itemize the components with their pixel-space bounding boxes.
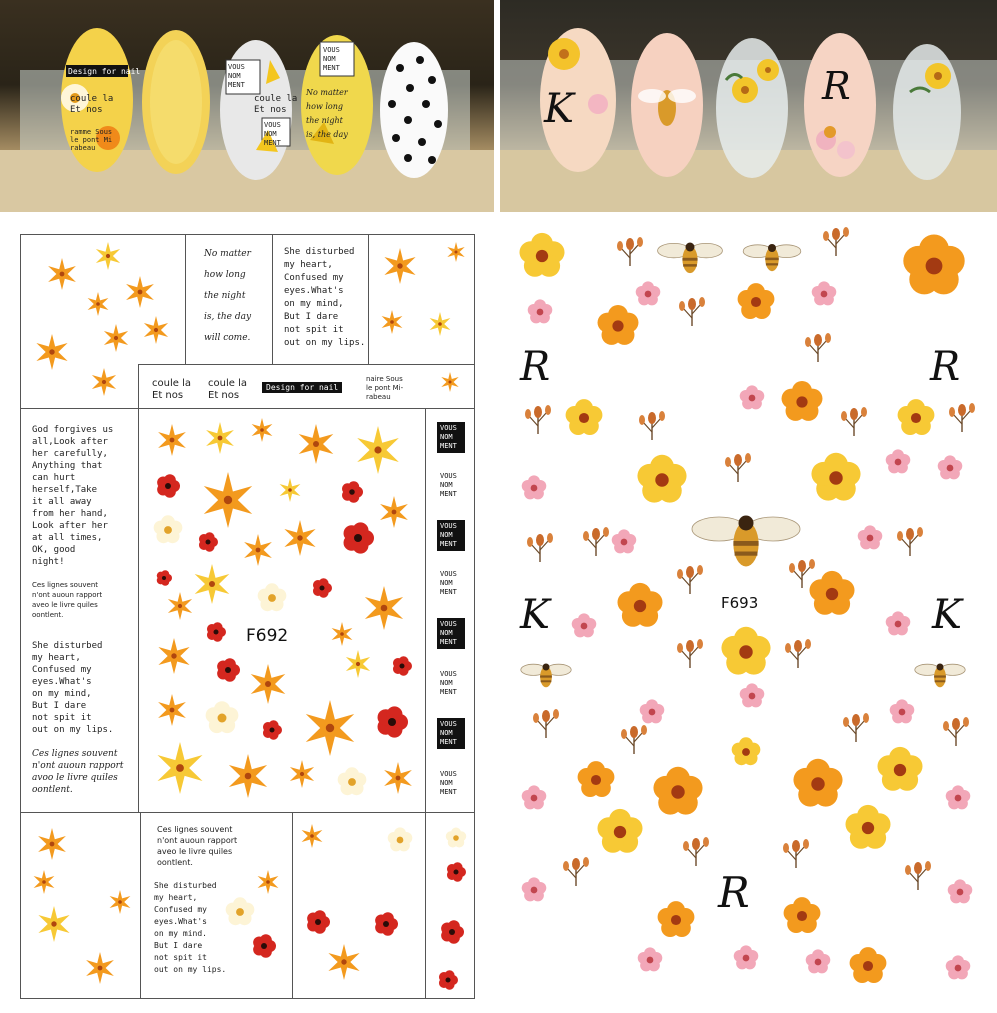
lily-flower (380, 496, 408, 528)
white-flower (338, 767, 367, 795)
lily-flower (195, 564, 230, 604)
lily-flower (110, 890, 131, 914)
pink-flower (890, 699, 915, 723)
lily-flower (158, 424, 186, 456)
letter-k: K (520, 592, 550, 638)
tulip-sprig (725, 453, 751, 482)
lily-flower (290, 760, 314, 788)
round-flower (877, 747, 922, 791)
tip-3-text: coule la Et nos (254, 94, 298, 115)
round-flower (738, 283, 775, 319)
round-flower (809, 571, 854, 615)
photo-right-scene (500, 0, 997, 212)
round-flower (811, 453, 860, 501)
lily-flower (357, 426, 399, 474)
pink-flower (522, 475, 547, 499)
lily-flower (441, 372, 458, 392)
lily-flower (332, 622, 353, 646)
tulip-sprig (785, 639, 811, 668)
tag-naire-sous: naire Sous le pont Mi- rabeau (366, 375, 404, 401)
lily-flower (229, 754, 267, 798)
sticker-sheet-f692 (0, 212, 480, 1013)
white-flower (258, 583, 287, 611)
vous-nom-ment-tag: VOUS NOM MENT (437, 520, 465, 551)
poem-she-disturbed-left: She disturbed my heart, Confused my eyes.What's on my mind, But I dare not spit it out on my lips. (32, 641, 114, 735)
nail-tip-5-polka-dots (380, 42, 448, 178)
tulip-sprig (677, 565, 703, 594)
poppy-flower (375, 912, 398, 935)
poppy-flower (217, 658, 240, 681)
bee (658, 243, 723, 274)
round-flower (850, 947, 887, 983)
lily-flower (299, 424, 334, 464)
bee (521, 664, 571, 688)
tulip-sprig (639, 411, 665, 440)
poppy-flower (393, 656, 412, 676)
lily-flower (104, 324, 128, 352)
sheet-code-f693: F693 (721, 594, 759, 612)
white-flower (206, 701, 239, 733)
letter-r: R (930, 344, 961, 390)
poppy-flower (441, 920, 464, 943)
round-flower (845, 805, 890, 849)
vous-nom-ment-tag: VOUS NOM MENT (437, 618, 465, 649)
tulip-sprig (583, 527, 609, 556)
f692-flower-art (0, 212, 480, 1013)
pink-flower (740, 683, 765, 707)
poppy-flower (207, 622, 226, 642)
lily-flower (144, 316, 168, 344)
pink-flower (522, 785, 547, 809)
pink-flower (806, 949, 831, 973)
tip-1-text-2: ramme Sous le pont Mi rabeau (70, 128, 113, 152)
white-flower (226, 897, 255, 925)
lily-flower (92, 368, 116, 396)
pink-flower (734, 945, 759, 969)
pink-flower (812, 281, 837, 305)
pink-flower (946, 785, 971, 809)
lily-flower (158, 694, 186, 726)
tulip-sprig (905, 861, 931, 890)
nail-tip-clear-flowers (716, 38, 788, 178)
lily-flower (306, 700, 354, 756)
pink-flower (528, 299, 553, 323)
round-flower (597, 809, 642, 853)
pink-flower (612, 529, 637, 553)
round-flower (732, 737, 761, 765)
lily-flower (384, 762, 412, 794)
tulip-sprig (683, 837, 709, 866)
tip-1-text: coule la Et nos (70, 94, 114, 115)
tip-4-text: No matter how long the night is, the day (306, 88, 348, 139)
tip-3-label: VOUS NOM MENT (228, 63, 245, 89)
lily-flower (384, 248, 415, 284)
lily-flower (48, 258, 76, 290)
lily-flower (158, 638, 189, 674)
tulip-sprig (841, 407, 867, 436)
poppy-flower (344, 522, 374, 553)
pink-flower (858, 525, 883, 549)
poem-god-forgives: God forgives us all,Look after her carefully, Anything that can hurt herself,Take it all away from her hand, Look after her at all times, OK, good night! (32, 425, 114, 567)
pink-flower (938, 455, 963, 479)
nail-tip-2-sheen (150, 40, 202, 164)
poppy-flower (157, 474, 180, 497)
tip-4-label: VOUS NOM MENT (323, 46, 340, 72)
tulip-sprig (805, 333, 831, 362)
photo-right-nail-tips (500, 0, 997, 212)
round-flower (617, 583, 662, 627)
round-flower (793, 759, 842, 807)
tulip-sprig (533, 709, 559, 738)
lily-flower (206, 422, 234, 454)
round-flower (566, 399, 603, 435)
nail-tip-bee (631, 33, 703, 177)
vous-nom-ment-tag: VOUS NOM MENT (437, 470, 465, 501)
tulip-sprig (943, 717, 969, 746)
pink-flower (640, 699, 665, 723)
tulip-sprig (783, 839, 809, 868)
tulip-sprig (949, 403, 975, 432)
vous-nom-ment-tag: VOUS NOM MENT (437, 668, 465, 699)
pink-flower (948, 879, 973, 903)
vous-nom-ment-tag: VOUS NOM MENT (437, 568, 465, 599)
pink-flower (572, 613, 597, 637)
poppy-flower (342, 481, 363, 502)
pink-flower (886, 449, 911, 473)
lily-flower (302, 824, 323, 848)
lily-flower (168, 592, 192, 620)
tulip-sprig (527, 533, 553, 562)
poppy-flower (313, 578, 332, 598)
lily-flower (251, 664, 286, 704)
white-flower (388, 827, 413, 851)
lily-flower (86, 952, 114, 984)
round-flower (658, 901, 695, 937)
lily-flower (280, 478, 301, 502)
vous-nom-ment-tag: VOUS NOM MENT (437, 718, 465, 749)
lily-flower (38, 828, 66, 860)
pink-flower (886, 611, 911, 635)
white-flower (446, 828, 466, 848)
poppy-flower (157, 570, 172, 586)
poppy-flower (439, 970, 458, 990)
bee (743, 244, 801, 271)
poem-no-matter: No matter how long the night is, the day will come. (204, 249, 252, 343)
lily-flower (126, 276, 154, 308)
lily-flower (96, 242, 120, 270)
round-flower (898, 399, 935, 435)
bee (915, 664, 965, 688)
tag-design-for-nail: Design for nail (262, 382, 342, 393)
tulip-sprig (563, 857, 589, 886)
round-flower (653, 767, 702, 815)
letter-r: R (520, 344, 551, 390)
poppy-flower (307, 910, 330, 933)
pink-flower (946, 955, 971, 979)
tip-3-text-2: VOUS NOM MENT (264, 121, 281, 147)
poppy-flower (447, 862, 466, 882)
lily-flower (204, 472, 252, 528)
tulip-sprig (621, 725, 647, 754)
round-flower (578, 761, 615, 797)
tip-4-letter: R (822, 64, 851, 108)
lily-flower (365, 586, 403, 630)
vous-nom-ment-tag: VOUS NOM MENT (437, 422, 465, 453)
round-flower (784, 897, 821, 933)
round-flower (782, 381, 823, 421)
tip-1-label: Design for nail (68, 67, 141, 76)
vous-nom-ment-tag: VOUS NOM MENT (437, 768, 465, 799)
poppy-flower (199, 532, 218, 552)
lily-flower (34, 870, 55, 894)
poppy-flower (253, 934, 276, 957)
tulip-sprig (897, 527, 923, 556)
poem-she-disturbed-bottom: She disturbed my heart, Confused my eyes.What's on my mind. But I dare not spit it out on my lips. (154, 881, 227, 974)
lily-flower (447, 242, 464, 262)
round-flower (721, 627, 770, 675)
sheet-code-f692: F692 (246, 626, 289, 646)
photo-left-nail-tips (0, 0, 494, 212)
tip-1-letter: K (544, 86, 574, 132)
round-flower (519, 233, 564, 277)
lily-flower (252, 418, 273, 442)
letter-k: K (932, 592, 962, 638)
nail-tip-clear-yellow (893, 44, 961, 180)
lily-flower (346, 650, 370, 678)
poem-ces-lignes-bottom: Ces lignes souvent n'ont auoun rapport aveo le livre quiles oontlent. (157, 825, 238, 867)
tulip-sprig (789, 559, 815, 588)
tulip-sprig (843, 713, 869, 742)
lily-flower (430, 312, 451, 336)
poppy-flower (378, 706, 408, 737)
white-flower (154, 515, 183, 543)
poem-ces-lignes-2: Ces lignes souvent n'ont auoun rapport avoo le livre quiles oontlent. (32, 749, 124, 795)
round-flower (903, 235, 964, 295)
poem-she-disturbed-top: She disturbed my heart, Confused my eyes.What's on my mind, But I dare not spit it out on my lips. (284, 247, 366, 348)
lily-flower (328, 944, 359, 980)
tulip-sprig (677, 639, 703, 668)
tag-coule-la-1: coule la Et nos (152, 378, 191, 401)
pink-flower (638, 947, 663, 971)
pink-flower (740, 385, 765, 409)
bee (692, 516, 800, 567)
tulip-sprig (617, 237, 643, 266)
lily-flower (158, 742, 203, 794)
lily-flower (244, 534, 272, 566)
round-flower (637, 455, 686, 503)
lily-flower (284, 520, 315, 556)
lily-flower (36, 334, 67, 370)
pink-flower (636, 281, 661, 305)
lily-flower (258, 870, 279, 894)
lily-flower (382, 310, 403, 334)
tulip-sprig (679, 297, 705, 326)
poem-ces-lignes-1: Ces lignes souvent n'ont auoun rapport aveo le livre quiles oontlent. (32, 581, 103, 619)
pink-flower (522, 877, 547, 901)
tulip-sprig (823, 227, 849, 256)
letter-r: R (718, 868, 750, 917)
tulip-sprig (525, 405, 551, 434)
lily-flower (88, 292, 109, 316)
lily-flower (38, 906, 69, 942)
round-flower (598, 305, 639, 345)
poppy-flower (263, 720, 282, 740)
sticker-sheet-f693 (500, 212, 997, 1013)
tag-coule-la-2: coule la Et nos (208, 378, 247, 401)
